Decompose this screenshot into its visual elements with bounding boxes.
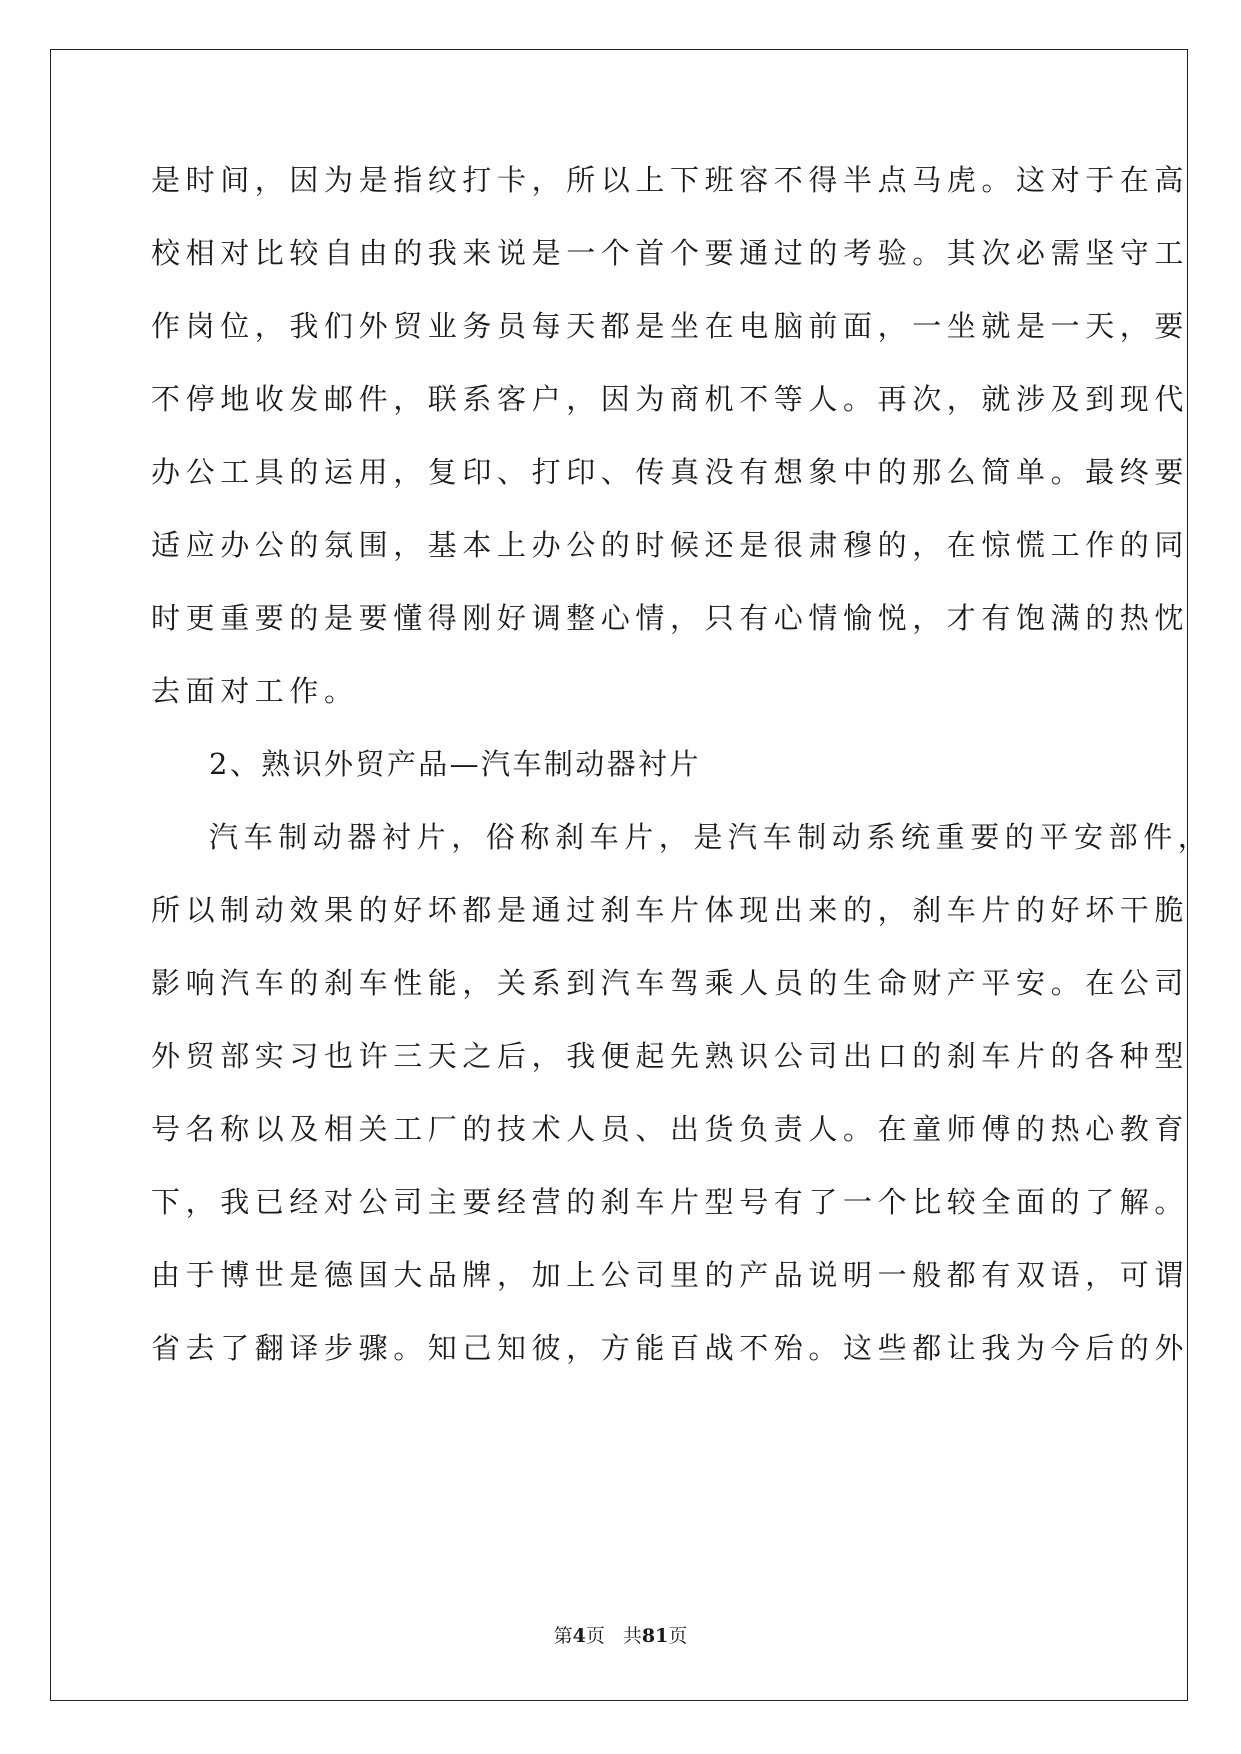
paragraph-line: 作岗位，我们外贸业务员每天都是坐在电脑前面，一坐就是一天，要 — [151, 309, 1190, 343]
page-label-suffix: 页 — [585, 1625, 605, 1647]
total-label-prefix: 共 — [622, 1625, 642, 1647]
paragraph-line: 由于博世是德国大品牌，加上公司里的产品说明一般都有双语，可谓 — [151, 1258, 1190, 1292]
paragraph-line: 外贸部实习也许三天之后，我便起先熟识公司出口的刹车片的各种型 — [151, 1039, 1190, 1073]
paragraph-line: 校相对比较自由的我来说是一个首个要通过的考验。其次必需坚守工 — [151, 236, 1190, 270]
paragraph-line: 下，我已经对公司主要经营的刹车片型号有了一个比较全面的了解。 — [151, 1185, 1190, 1219]
page-label-prefix: 第 — [553, 1625, 573, 1647]
paragraph-line: 号名称以及相关工厂的技术人员、出货负责人。在童师傅的热心教育 — [151, 1112, 1190, 1146]
page-current-number: 4 — [572, 1625, 586, 1647]
paragraph-line: 汽车制动器衬片，俗称刹车片，是汽车制动系统重要的平安部件， — [209, 820, 1213, 854]
total-label-suffix: 页 — [668, 1625, 688, 1647]
section-heading: 2、熟识外贸产品—汽车制动器衬片 — [209, 747, 701, 781]
paragraph-line: 是时间，因为是指纹打卡，所以上下班容不得半点马虎。这对于在高 — [151, 163, 1190, 197]
paragraph-line: 办公工具的运用，复印、打印、传真没有想象中的那么简单。最终要 — [151, 455, 1190, 489]
paragraph-line: 所以制动效果的好坏都是通过刹车片体现出来的，刹车片的好坏干脆 — [151, 893, 1190, 927]
paragraph-line: 去面对工作。 — [151, 674, 359, 708]
paragraph-line: 时更重要的是要懂得刚好调整心情，只有心情愉悦，才有饱满的热忱 — [151, 601, 1190, 635]
page-border — [50, 49, 1188, 1701]
paragraph-line: 影响汽车的刹车性能，关系到汽车驾乘人员的生命财产平安。在公司 — [151, 966, 1190, 1000]
paragraph-line: 适应办公的氛围，基本上办公的时候还是很肃穆的，在惊慌工作的同 — [151, 528, 1190, 562]
page-footer — [0, 1624, 1241, 1648]
page-total-number: 81 — [641, 1625, 669, 1647]
paragraph-line: 省去了翻译步骤。知己知彼，方能百战不殆。这些都让我为今后的外 — [151, 1331, 1190, 1365]
paragraph-line: 不停地收发邮件，联系客户，因为商机不等人。再次，就涉及到现代 — [151, 382, 1190, 416]
